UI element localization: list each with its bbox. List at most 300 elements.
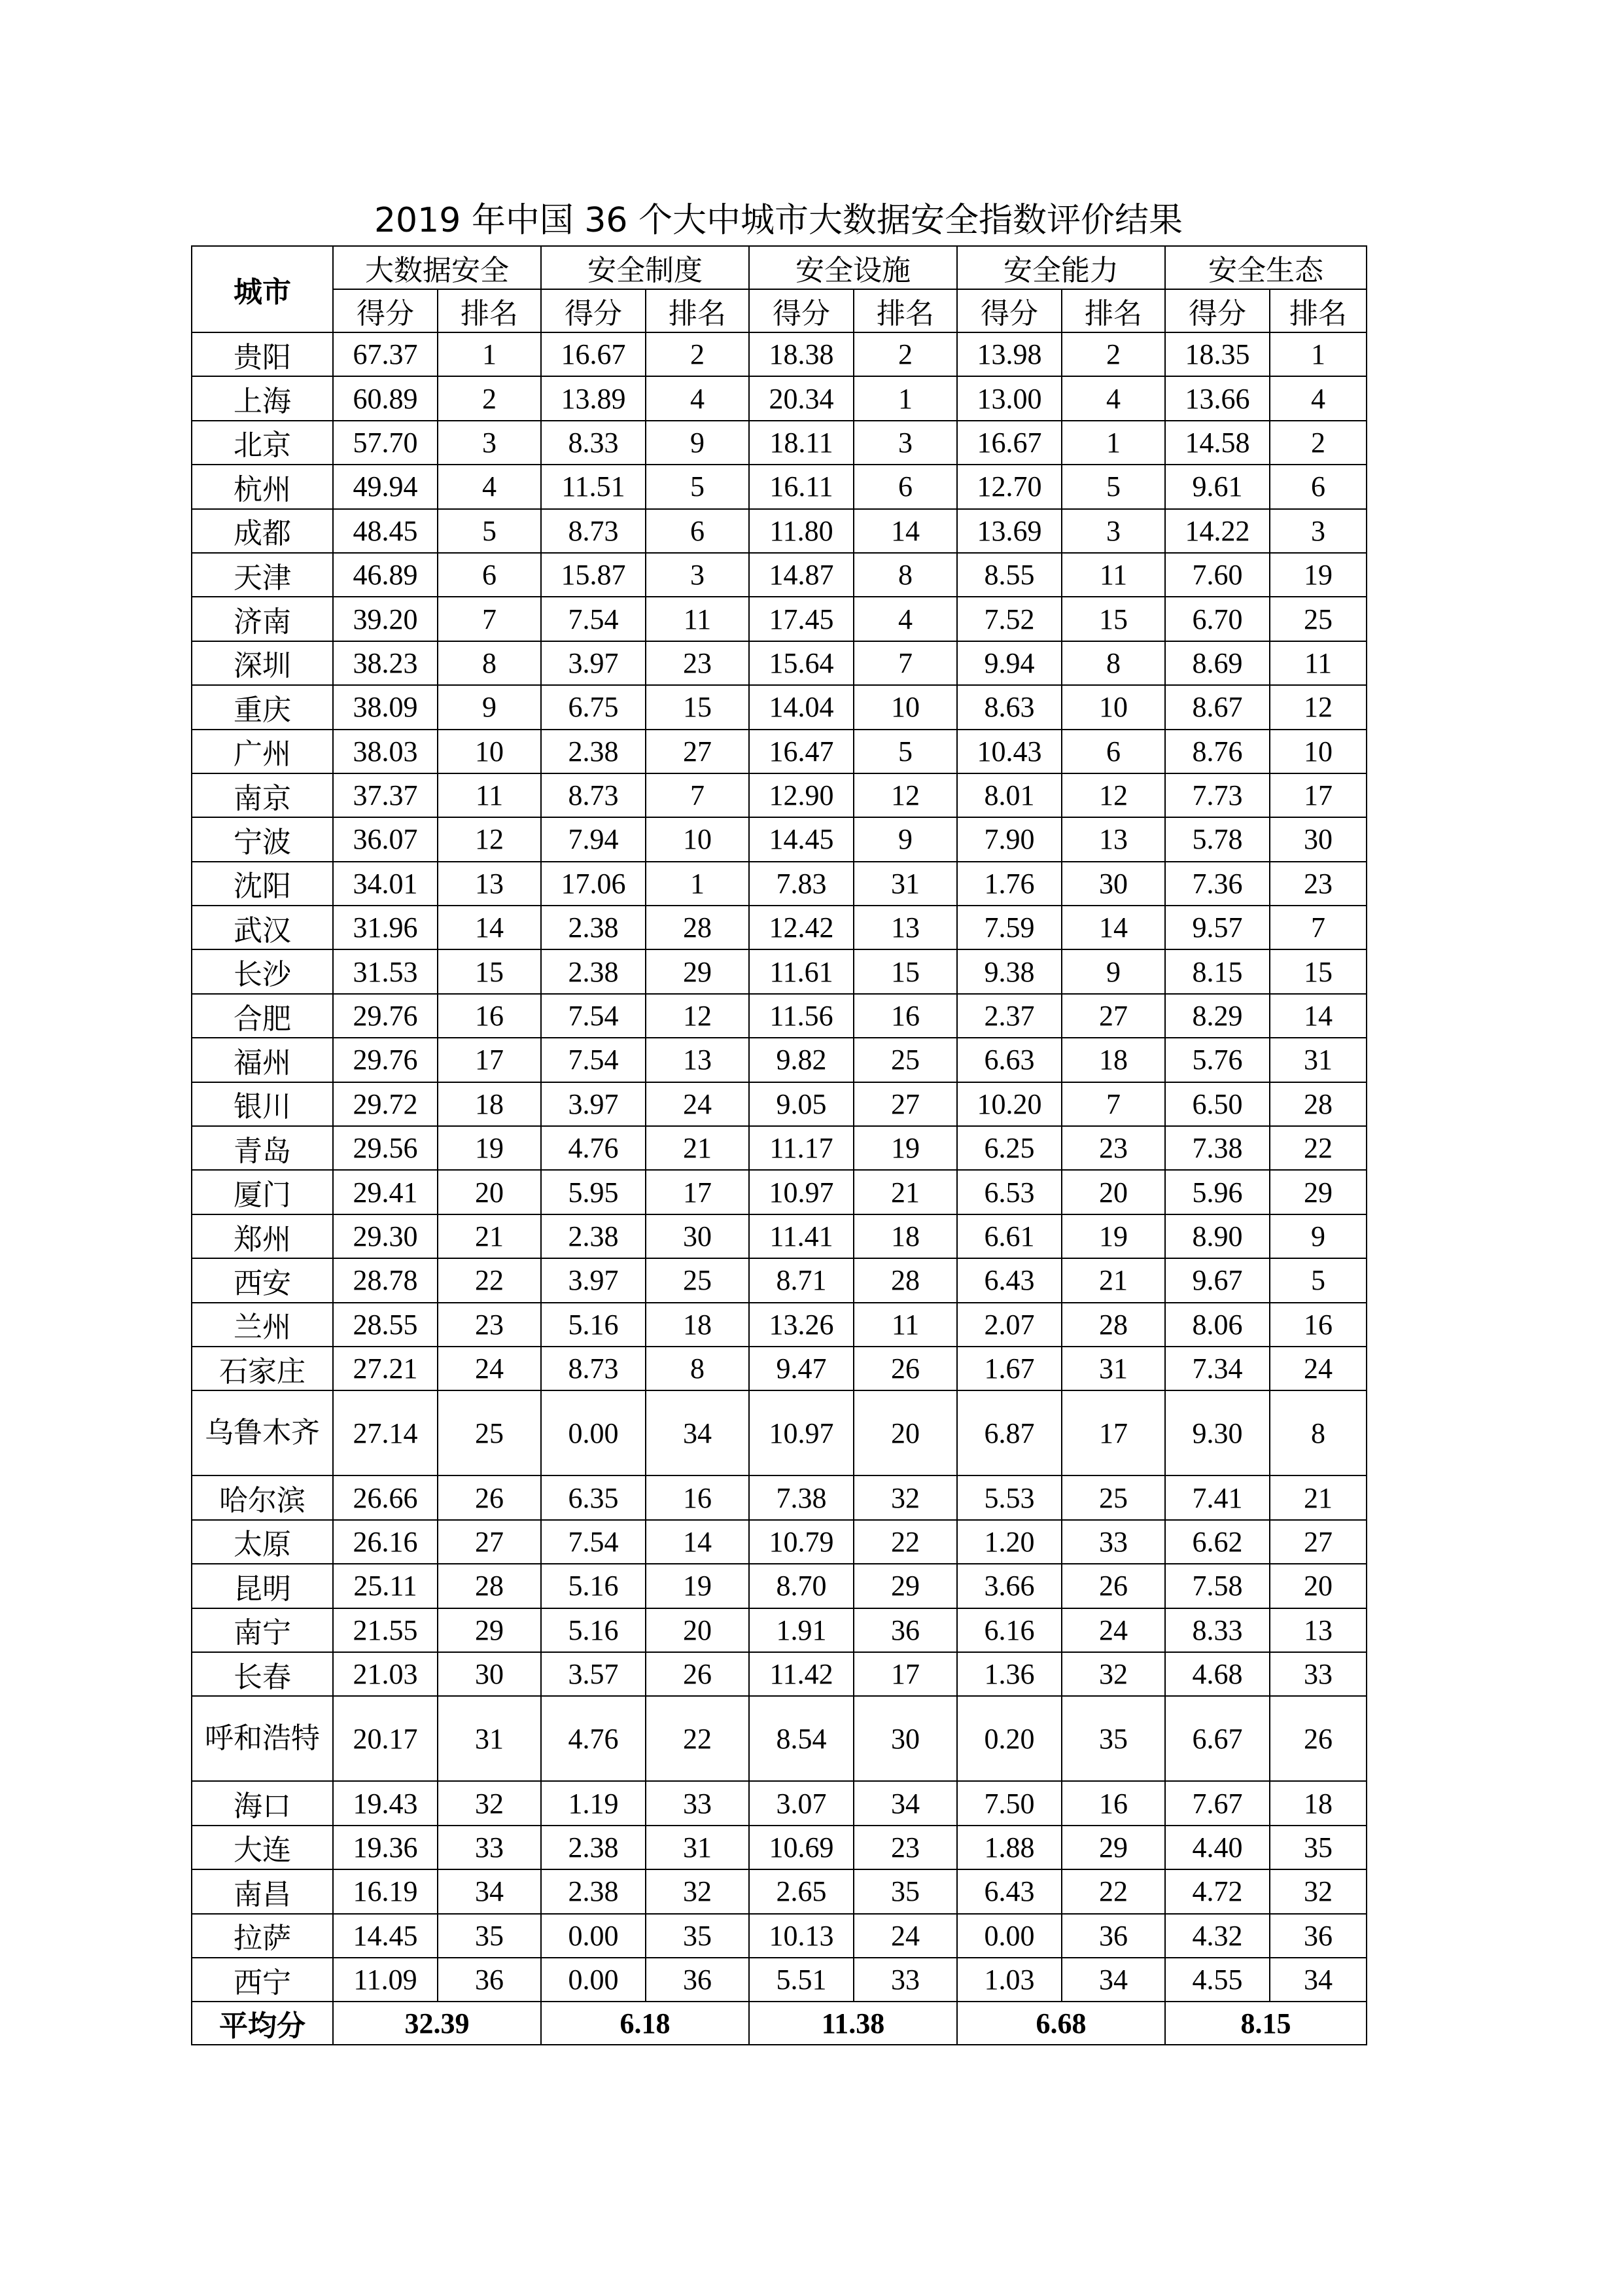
security-ecology-rank: 22 bbox=[1270, 1126, 1367, 1170]
security-ecology-rank: 10 bbox=[1270, 730, 1367, 773]
security-system-rank: 27 bbox=[646, 730, 749, 773]
security-facilities-score: 7.83 bbox=[749, 862, 854, 906]
big-data-security-rank: 36 bbox=[438, 1958, 541, 2002]
security-ecology-score: 6.70 bbox=[1165, 597, 1270, 641]
table-row bbox=[192, 1126, 1367, 1170]
security-ecology-score: 8.76 bbox=[1165, 730, 1270, 773]
security-facilities-rank: 23 bbox=[854, 1826, 957, 1869]
city-name: 青岛 bbox=[192, 1126, 333, 1170]
security-capability-rank: 8 bbox=[1062, 641, 1165, 685]
security-capability-rank: 17 bbox=[1062, 1390, 1165, 1475]
city-name: 厦门 bbox=[192, 1170, 333, 1214]
security-facilities-score: 14.45 bbox=[749, 817, 854, 861]
security-capability-score: 8.55 bbox=[957, 553, 1062, 597]
big-data-security-score: 27.14 bbox=[333, 1390, 438, 1475]
table-row bbox=[192, 1303, 1367, 1347]
security-system-score: 2.38 bbox=[541, 1869, 646, 1913]
city-name: 重庆 bbox=[192, 685, 333, 729]
city-name: 成都 bbox=[192, 509, 333, 553]
security-ecology-score: 5.76 bbox=[1165, 1038, 1270, 1082]
security-system-rank: 35 bbox=[646, 1914, 749, 1958]
security-ecology-rank: 17 bbox=[1270, 773, 1367, 817]
big-data-security-score: 36.07 bbox=[333, 817, 438, 861]
big-data-security-score: 49.94 bbox=[333, 465, 438, 508]
big-data-security-score: 29.41 bbox=[333, 1170, 438, 1214]
city-name: 北京 bbox=[192, 421, 333, 465]
city-name: 长沙 bbox=[192, 949, 333, 993]
big-data-security-rank: 8 bbox=[438, 641, 541, 685]
big-data-security-rank: 2 bbox=[438, 376, 541, 420]
security-facilities-score: 15.64 bbox=[749, 641, 854, 685]
table-row bbox=[192, 1826, 1367, 1869]
big-data-security-score: 38.09 bbox=[333, 685, 438, 729]
security-system-rank: 3 bbox=[646, 553, 749, 597]
security-capability-rank: 18 bbox=[1062, 1038, 1165, 1082]
city-name: 哈尔滨 bbox=[192, 1475, 333, 1519]
table-row bbox=[192, 332, 1367, 376]
security-system-rank: 32 bbox=[646, 1869, 749, 1913]
security-system-score: 6.75 bbox=[541, 685, 646, 729]
security-facilities-rank: 17 bbox=[854, 1652, 957, 1696]
security-capability-score: 6.43 bbox=[957, 1869, 1062, 1913]
security-capability-rank: 30 bbox=[1062, 862, 1165, 906]
big-data-security-score: 28.78 bbox=[333, 1258, 438, 1302]
security-system-rank: 33 bbox=[646, 1781, 749, 1825]
big-data-security-rank: 33 bbox=[438, 1826, 541, 1869]
security-system-score: 0.00 bbox=[541, 1958, 646, 2002]
big-data-security-score: 31.53 bbox=[333, 949, 438, 993]
security-ecology-rank: 25 bbox=[1270, 597, 1367, 641]
security-facilities-rank: 28 bbox=[854, 1258, 957, 1302]
security-ecology-rank: 12 bbox=[1270, 685, 1367, 729]
security-system-score: 7.54 bbox=[541, 1520, 646, 1564]
security-system-score: 8.73 bbox=[541, 509, 646, 553]
big-data-security-score: 26.16 bbox=[333, 1520, 438, 1564]
city-name: 南宁 bbox=[192, 1608, 333, 1652]
security-facilities-rank: 12 bbox=[854, 773, 957, 817]
average-big-data-security: 32.39 bbox=[333, 2002, 541, 2045]
security-facilities-score: 1.91 bbox=[749, 1608, 854, 1652]
security-ecology-score: 9.30 bbox=[1165, 1390, 1270, 1475]
security-facilities-score: 7.38 bbox=[749, 1475, 854, 1519]
security-ecology-score: 6.50 bbox=[1165, 1082, 1270, 1126]
big-data-security-rank: 24 bbox=[438, 1347, 541, 1390]
security-facilities-score: 18.38 bbox=[749, 332, 854, 376]
table-row bbox=[192, 1958, 1367, 2002]
security-ecology-score: 14.22 bbox=[1165, 509, 1270, 553]
big-data-security-score: 26.66 bbox=[333, 1475, 438, 1519]
security-capability-score: 9.38 bbox=[957, 949, 1062, 993]
security-capability-rank: 21 bbox=[1062, 1258, 1165, 1302]
security-system-score: 8.73 bbox=[541, 773, 646, 817]
security-capability-rank: 28 bbox=[1062, 1303, 1165, 1347]
security-ecology-score: 6.67 bbox=[1165, 1696, 1270, 1781]
table-row bbox=[192, 1652, 1367, 1696]
header-score: 得分 bbox=[749, 289, 854, 332]
security-facilities-rank: 20 bbox=[854, 1390, 957, 1475]
security-facilities-score: 10.13 bbox=[749, 1914, 854, 1958]
security-facilities-score: 11.61 bbox=[749, 949, 854, 993]
security-ecology-score: 8.06 bbox=[1165, 1303, 1270, 1347]
security-system-rank: 13 bbox=[646, 1038, 749, 1082]
table-row bbox=[192, 994, 1367, 1038]
security-capability-rank: 5 bbox=[1062, 465, 1165, 508]
big-data-security-rank: 10 bbox=[438, 730, 541, 773]
security-ecology-score: 4.55 bbox=[1165, 1958, 1270, 2002]
table-row bbox=[192, 1564, 1367, 1608]
security-ecology-rank: 27 bbox=[1270, 1520, 1367, 1564]
city-name: 福州 bbox=[192, 1038, 333, 1082]
security-system-score: 0.00 bbox=[541, 1390, 646, 1475]
security-facilities-rank: 6 bbox=[854, 465, 957, 508]
security-ecology-rank: 36 bbox=[1270, 1914, 1367, 1958]
security-facilities-rank: 16 bbox=[854, 994, 957, 1038]
security-capability-score: 13.98 bbox=[957, 332, 1062, 376]
page-title: 2019 年中国 36 个大中城市大数据安全指数评价结果 bbox=[374, 201, 1183, 240]
table-row bbox=[192, 1082, 1367, 1126]
big-data-security-score: 16.19 bbox=[333, 1869, 438, 1913]
security-ecology-rank: 33 bbox=[1270, 1652, 1367, 1696]
security-facilities-rank: 2 bbox=[854, 332, 957, 376]
security-facilities-score: 18.11 bbox=[749, 421, 854, 465]
city-name: 上海 bbox=[192, 376, 333, 420]
security-capability-score: 2.37 bbox=[957, 994, 1062, 1038]
security-capability-rank: 29 bbox=[1062, 1826, 1165, 1869]
security-ecology-rank: 3 bbox=[1270, 509, 1367, 553]
average-label: 平均分 bbox=[192, 2002, 333, 2045]
security-system-score: 7.94 bbox=[541, 817, 646, 861]
big-data-security-rank: 34 bbox=[438, 1869, 541, 1913]
security-ecology-score: 8.90 bbox=[1165, 1214, 1270, 1258]
security-system-score: 1.19 bbox=[541, 1781, 646, 1825]
security-facilities-score: 11.80 bbox=[749, 509, 854, 553]
big-data-security-rank: 3 bbox=[438, 421, 541, 465]
security-facilities-rank: 22 bbox=[854, 1520, 957, 1564]
big-data-security-score: 21.03 bbox=[333, 1652, 438, 1696]
security-capability-score: 6.16 bbox=[957, 1608, 1062, 1652]
security-capability-rank: 27 bbox=[1062, 994, 1165, 1038]
security-facilities-score: 17.45 bbox=[749, 597, 854, 641]
security-capability-rank: 16 bbox=[1062, 1781, 1165, 1825]
security-capability-rank: 4 bbox=[1062, 376, 1165, 420]
city-name: 乌鲁木齐 bbox=[192, 1390, 333, 1475]
header-city: 城市 bbox=[192, 246, 333, 332]
security-facilities-score: 11.42 bbox=[749, 1652, 854, 1696]
results-table bbox=[191, 245, 1367, 2045]
big-data-security-score: 25.11 bbox=[333, 1564, 438, 1608]
security-facilities-rank: 27 bbox=[854, 1082, 957, 1126]
big-data-security-score: 29.72 bbox=[333, 1082, 438, 1126]
city-name: 石家庄 bbox=[192, 1347, 333, 1390]
city-name: 拉萨 bbox=[192, 1914, 333, 1958]
security-capability-score: 8.63 bbox=[957, 685, 1062, 729]
security-system-score: 2.38 bbox=[541, 1214, 646, 1258]
city-name: 昆明 bbox=[192, 1564, 333, 1608]
security-system-score: 7.54 bbox=[541, 597, 646, 641]
security-system-rank: 26 bbox=[646, 1652, 749, 1696]
big-data-security-rank: 9 bbox=[438, 685, 541, 729]
security-facilities-rank: 21 bbox=[854, 1170, 957, 1214]
security-capability-rank: 25 bbox=[1062, 1475, 1165, 1519]
security-ecology-rank: 9 bbox=[1270, 1214, 1367, 1258]
security-capability-rank: 32 bbox=[1062, 1652, 1165, 1696]
city-name: 深圳 bbox=[192, 641, 333, 685]
city-name: 杭州 bbox=[192, 465, 333, 508]
security-facilities-rank: 33 bbox=[854, 1958, 957, 2002]
security-facilities-rank: 15 bbox=[854, 949, 957, 993]
security-system-rank: 5 bbox=[646, 465, 749, 508]
security-capability-rank: 15 bbox=[1062, 597, 1165, 641]
security-capability-score: 1.88 bbox=[957, 1826, 1062, 1869]
security-ecology-rank: 31 bbox=[1270, 1038, 1367, 1082]
security-facilities-rank: 11 bbox=[854, 1303, 957, 1347]
security-system-rank: 7 bbox=[646, 773, 749, 817]
security-system-rank: 20 bbox=[646, 1608, 749, 1652]
security-ecology-rank: 11 bbox=[1270, 641, 1367, 685]
security-capability-score: 0.20 bbox=[957, 1696, 1062, 1781]
security-ecology-rank: 16 bbox=[1270, 1303, 1367, 1347]
big-data-security-score: 38.03 bbox=[333, 730, 438, 773]
table-row bbox=[192, 509, 1367, 553]
security-ecology-score: 4.32 bbox=[1165, 1914, 1270, 1958]
big-data-security-score: 60.89 bbox=[333, 376, 438, 420]
security-ecology-rank: 8 bbox=[1270, 1390, 1367, 1475]
big-data-security-rank: 27 bbox=[438, 1520, 541, 1564]
big-data-security-score: 29.76 bbox=[333, 1038, 438, 1082]
security-ecology-rank: 7 bbox=[1270, 906, 1367, 949]
city-name: 郑州 bbox=[192, 1214, 333, 1258]
table-row bbox=[192, 773, 1367, 817]
security-ecology-score: 4.68 bbox=[1165, 1652, 1270, 1696]
security-system-rank: 15 bbox=[646, 685, 749, 729]
security-system-score: 7.54 bbox=[541, 1038, 646, 1082]
security-capability-score: 12.70 bbox=[957, 465, 1062, 508]
security-facilities-rank: 32 bbox=[854, 1475, 957, 1519]
header-score: 得分 bbox=[1165, 289, 1270, 332]
city-name: 南京 bbox=[192, 773, 333, 817]
security-system-score: 7.54 bbox=[541, 994, 646, 1038]
big-data-security-score: 11.09 bbox=[333, 1958, 438, 2002]
security-facilities-rank: 13 bbox=[854, 906, 957, 949]
security-capability-rank: 14 bbox=[1062, 906, 1165, 949]
city-name: 西安 bbox=[192, 1258, 333, 1302]
big-data-security-rank: 28 bbox=[438, 1564, 541, 1608]
table-row bbox=[192, 1170, 1367, 1214]
security-capability-score: 2.07 bbox=[957, 1303, 1062, 1347]
security-capability-score: 16.67 bbox=[957, 421, 1062, 465]
security-capability-rank: 19 bbox=[1062, 1214, 1165, 1258]
big-data-security-score: 20.17 bbox=[333, 1696, 438, 1781]
security-facilities-score: 12.42 bbox=[749, 906, 854, 949]
table-row bbox=[192, 421, 1367, 465]
security-facilities-score: 11.41 bbox=[749, 1214, 854, 1258]
big-data-security-rank: 20 bbox=[438, 1170, 541, 1214]
big-data-security-score: 48.45 bbox=[333, 509, 438, 553]
security-facilities-rank: 3 bbox=[854, 421, 957, 465]
security-facilities-score: 2.65 bbox=[749, 1869, 854, 1913]
security-ecology-rank: 29 bbox=[1270, 1170, 1367, 1214]
header-rank: 排名 bbox=[1270, 289, 1367, 332]
security-facilities-score: 14.87 bbox=[749, 553, 854, 597]
security-ecology-rank: 2 bbox=[1270, 421, 1367, 465]
table-row bbox=[192, 906, 1367, 949]
header-score: 得分 bbox=[957, 289, 1062, 332]
security-system-rank: 1 bbox=[646, 862, 749, 906]
security-ecology-score: 7.38 bbox=[1165, 1126, 1270, 1170]
big-data-security-score: 37.37 bbox=[333, 773, 438, 817]
security-capability-rank: 26 bbox=[1062, 1564, 1165, 1608]
security-ecology-score: 8.69 bbox=[1165, 641, 1270, 685]
security-ecology-score: 5.96 bbox=[1165, 1170, 1270, 1214]
security-facilities-rank: 26 bbox=[854, 1347, 957, 1390]
security-ecology-rank: 4 bbox=[1270, 376, 1367, 420]
average-row bbox=[192, 2002, 1367, 2045]
security-system-rank: 2 bbox=[646, 332, 749, 376]
table-row bbox=[192, 553, 1367, 597]
security-capability-rank: 20 bbox=[1062, 1170, 1165, 1214]
security-ecology-rank: 20 bbox=[1270, 1564, 1367, 1608]
security-system-rank: 21 bbox=[646, 1126, 749, 1170]
security-facilities-rank: 8 bbox=[854, 553, 957, 597]
security-capability-rank: 31 bbox=[1062, 1347, 1165, 1390]
security-facilities-rank: 25 bbox=[854, 1038, 957, 1082]
security-facilities-score: 10.97 bbox=[749, 1170, 854, 1214]
security-system-score: 5.95 bbox=[541, 1170, 646, 1214]
big-data-security-rank: 12 bbox=[438, 817, 541, 861]
table-row bbox=[192, 1520, 1367, 1564]
security-capability-rank: 33 bbox=[1062, 1520, 1165, 1564]
security-ecology-score: 9.57 bbox=[1165, 906, 1270, 949]
city-name: 济南 bbox=[192, 597, 333, 641]
security-system-score: 5.16 bbox=[541, 1303, 646, 1347]
security-capability-rank: 2 bbox=[1062, 332, 1165, 376]
security-ecology-rank: 5 bbox=[1270, 1258, 1367, 1302]
security-ecology-rank: 35 bbox=[1270, 1826, 1367, 1869]
header-group-security-facilities: 安全设施 bbox=[749, 246, 957, 289]
security-facilities-score: 8.70 bbox=[749, 1564, 854, 1608]
security-facilities-score: 9.47 bbox=[749, 1347, 854, 1390]
security-system-score: 2.38 bbox=[541, 949, 646, 993]
table-row bbox=[192, 1608, 1367, 1652]
table-row bbox=[192, 1390, 1367, 1475]
city-name: 广州 bbox=[192, 730, 333, 773]
security-capability-score: 13.00 bbox=[957, 376, 1062, 420]
big-data-security-rank: 14 bbox=[438, 906, 541, 949]
table-row bbox=[192, 862, 1367, 906]
big-data-security-score: 39.20 bbox=[333, 597, 438, 641]
big-data-security-score: 29.76 bbox=[333, 994, 438, 1038]
security-capability-rank: 22 bbox=[1062, 1869, 1165, 1913]
security-facilities-rank: 36 bbox=[854, 1608, 957, 1652]
table-row bbox=[192, 730, 1367, 773]
security-ecology-rank: 18 bbox=[1270, 1781, 1367, 1825]
city-name: 天津 bbox=[192, 553, 333, 597]
big-data-security-rank: 11 bbox=[438, 773, 541, 817]
average-security-ecology: 8.15 bbox=[1165, 2002, 1367, 2045]
security-system-score: 3.57 bbox=[541, 1652, 646, 1696]
security-system-rank: 17 bbox=[646, 1170, 749, 1214]
security-system-rank: 4 bbox=[646, 376, 749, 420]
city-name: 银川 bbox=[192, 1082, 333, 1126]
city-name: 长春 bbox=[192, 1652, 333, 1696]
security-system-rank: 8 bbox=[646, 1347, 749, 1390]
security-ecology-score: 8.67 bbox=[1165, 685, 1270, 729]
big-data-security-score: 57.70 bbox=[333, 421, 438, 465]
table-row bbox=[192, 1475, 1367, 1519]
table-row bbox=[192, 376, 1367, 420]
security-capability-score: 7.90 bbox=[957, 817, 1062, 861]
security-facilities-score: 11.17 bbox=[749, 1126, 854, 1170]
security-system-rank: 34 bbox=[646, 1390, 749, 1475]
security-system-rank: 9 bbox=[646, 421, 749, 465]
security-capability-rank: 12 bbox=[1062, 773, 1165, 817]
table-row bbox=[192, 597, 1367, 641]
table-row bbox=[192, 1258, 1367, 1302]
security-system-score: 2.38 bbox=[541, 906, 646, 949]
security-ecology-score: 6.62 bbox=[1165, 1520, 1270, 1564]
security-system-score: 8.73 bbox=[541, 1347, 646, 1390]
security-ecology-rank: 24 bbox=[1270, 1347, 1367, 1390]
security-capability-score: 6.43 bbox=[957, 1258, 1062, 1302]
big-data-security-score: 19.43 bbox=[333, 1781, 438, 1825]
security-facilities-score: 9.05 bbox=[749, 1082, 854, 1126]
security-capability-rank: 36 bbox=[1062, 1914, 1165, 1958]
security-capability-score: 1.76 bbox=[957, 862, 1062, 906]
security-capability-score: 8.01 bbox=[957, 773, 1062, 817]
big-data-security-rank: 23 bbox=[438, 1303, 541, 1347]
city-name: 大连 bbox=[192, 1826, 333, 1869]
security-system-rank: 36 bbox=[646, 1958, 749, 2002]
header-rank: 排名 bbox=[1062, 289, 1165, 332]
security-system-score: 3.97 bbox=[541, 1082, 646, 1126]
big-data-security-rank: 5 bbox=[438, 509, 541, 553]
security-system-rank: 25 bbox=[646, 1258, 749, 1302]
security-system-score: 5.16 bbox=[541, 1608, 646, 1652]
security-facilities-score: 5.51 bbox=[749, 1958, 854, 2002]
security-facilities-score: 3.07 bbox=[749, 1781, 854, 1825]
city-name: 沈阳 bbox=[192, 862, 333, 906]
security-ecology-score: 8.15 bbox=[1165, 949, 1270, 993]
city-name: 合肥 bbox=[192, 994, 333, 1038]
big-data-security-rank: 7 bbox=[438, 597, 541, 641]
city-name: 武汉 bbox=[192, 906, 333, 949]
security-facilities-rank: 18 bbox=[854, 1214, 957, 1258]
table-row bbox=[192, 465, 1367, 508]
security-facilities-score: 8.54 bbox=[749, 1696, 854, 1781]
security-system-rank: 31 bbox=[646, 1826, 749, 1869]
security-facilities-score: 16.47 bbox=[749, 730, 854, 773]
table-row bbox=[192, 1781, 1367, 1825]
big-data-security-rank: 22 bbox=[438, 1258, 541, 1302]
security-system-score: 2.38 bbox=[541, 730, 646, 773]
security-facilities-rank: 34 bbox=[854, 1781, 957, 1825]
security-capability-score: 1.03 bbox=[957, 1958, 1062, 2002]
security-facilities-rank: 35 bbox=[854, 1869, 957, 1913]
table-row bbox=[192, 1696, 1367, 1781]
table-body bbox=[192, 332, 1367, 2002]
security-capability-score: 1.67 bbox=[957, 1347, 1062, 1390]
security-system-rank: 24 bbox=[646, 1082, 749, 1126]
security-facilities-score: 12.90 bbox=[749, 773, 854, 817]
security-ecology-score: 13.66 bbox=[1165, 376, 1270, 420]
big-data-security-rank: 30 bbox=[438, 1652, 541, 1696]
security-ecology-score: 7.67 bbox=[1165, 1781, 1270, 1825]
big-data-security-rank: 29 bbox=[438, 1608, 541, 1652]
big-data-security-rank: 18 bbox=[438, 1082, 541, 1126]
city-name: 西宁 bbox=[192, 1958, 333, 2002]
security-ecology-rank: 21 bbox=[1270, 1475, 1367, 1519]
city-name: 兰州 bbox=[192, 1303, 333, 1347]
